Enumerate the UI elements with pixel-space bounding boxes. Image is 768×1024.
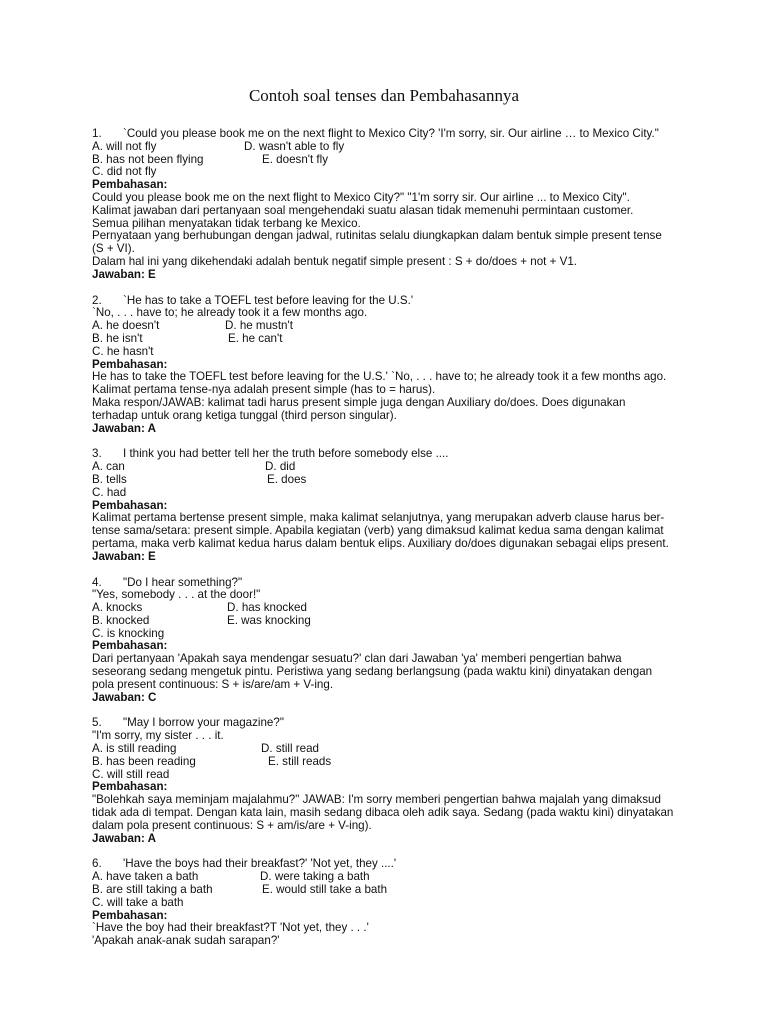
question-prompt: `Could you please book me on the next flight to Mexico City? 'I'm sorry, sir. Our airline … to Mexico City." xyxy=(123,127,659,140)
option-c: C. will still read xyxy=(92,767,170,781)
discussion-line: terhadap untuk orang ketiga tunggal (third person singular). xyxy=(92,408,397,422)
document-title: Contoh soal tenses dan Pembahasannya xyxy=(248,86,520,105)
question-4 xyxy=(92,577,692,705)
option-d: D. were taking a bath xyxy=(260,870,370,884)
discussion-line: Kalimat pertama tense-nya adalah present simple (has to = harus). xyxy=(92,383,436,397)
discussion-line: He has to take the TOEFL test before leaving for the U.S.' `No, . . . have to; he already took it a few months ago. xyxy=(92,370,667,384)
discussion-text xyxy=(92,371,692,422)
option-c: C. had xyxy=(92,485,127,499)
question-number: 1. xyxy=(92,127,102,140)
discussion-line: (S + VI). xyxy=(92,242,135,256)
option-a: A. he doesn't xyxy=(92,319,160,333)
option-d: D. did xyxy=(265,460,296,474)
discussion-line: pertama, maka verb kalimat kedua harus dalam bentuk elips. Auxiliary do/does digunakan sebagai elips present. xyxy=(92,536,669,550)
option-row xyxy=(92,154,692,167)
discussion-line: `Have the boy had their breakfast?T 'Not yet, they . . .' xyxy=(92,921,369,935)
question-6 xyxy=(92,858,692,948)
option-row xyxy=(92,141,692,154)
discussion-text xyxy=(92,192,692,269)
option-row xyxy=(92,333,692,346)
question-prompt: "Do I hear something?" xyxy=(123,575,243,589)
discussion-line: dalam pola present continuous: S + am/is/are + V-ing). xyxy=(92,818,372,832)
option-row xyxy=(92,602,692,615)
discussion-text xyxy=(92,653,692,691)
discussion-line: Dalam hal ini yang dikehendaki adalah bentuk negatif simple present : S + do/does + not + V1. xyxy=(92,254,578,268)
discussion-line: Kalimat jawaban dari pertanyaan soal mengehendaki suatu alasan tidak memenuhi permintaan customer. xyxy=(92,203,634,217)
discussion-text xyxy=(92,512,692,550)
question-number: 3. xyxy=(92,447,102,461)
discussion-label: Pembahasan: xyxy=(92,357,168,371)
option-e: E. was knocking xyxy=(227,613,311,627)
question-prompt: 'Have the boys had their breakfast?' 'Not yet, they ....' xyxy=(123,857,397,871)
discussion-line: Kalimat pertama bertense present simple, maka kalimat selanjutnya, yang merupakan adverb clause harus ber- xyxy=(92,511,665,525)
question-text xyxy=(92,448,692,461)
option-a: A. knocks xyxy=(92,601,143,615)
discussion-line: 'Apakah anak-anak sudah sarapan?' xyxy=(92,934,280,948)
option-c: C. is knocking xyxy=(92,626,165,640)
option-b: B. has been reading xyxy=(92,754,196,768)
question-list xyxy=(92,128,692,961)
option-row xyxy=(92,166,692,179)
answer-key: Jawaban: E xyxy=(92,267,156,281)
discussion-label: Pembahasan: xyxy=(92,639,168,653)
discussion-line: Maka respon/JAWAB: kalimat tadi harus present simple juga dengan Auxiliary do/does. Does digunakan xyxy=(92,395,626,409)
question-number: 4. xyxy=(92,575,102,589)
option-e: E. still reads xyxy=(268,754,332,768)
discussion-line: Pernyataan yang berhubungan dengan jadwal, rutinitas selalu diungkapkan dalam bentuk simple present tense xyxy=(92,229,662,243)
option-d: D. he mustn't xyxy=(225,319,293,333)
discussion-line: Semua pilihan menyatakan tidak terbang ke Mexico. xyxy=(92,216,361,230)
discussion-label: Pembahasan: xyxy=(92,498,168,512)
discussion-line: "Bolehkah saya meminjam majalahmu?" JAWAB: I'm sorry memberi pengertian bahwa majalah yang dimaksud xyxy=(92,793,661,807)
option-d: D. wasn't able to fly xyxy=(244,139,345,153)
question-number: 2. xyxy=(92,293,102,307)
question-number: 5. xyxy=(92,716,102,730)
option-row xyxy=(92,756,692,769)
discussion-label: Pembahasan: xyxy=(92,780,168,794)
discussion-text xyxy=(92,794,692,832)
option-b: B. tells xyxy=(92,472,127,486)
question-5 xyxy=(92,717,692,845)
option-e: E. would still take a bath xyxy=(262,883,388,897)
discussion-line: tidak ada di tempat. Dengan kata lain, masih sedang dibaca oleh adik saya. Sedang (pada waktu kini) dinyatakan xyxy=(92,806,674,820)
question-prompt: "May I borrow your magazine?" xyxy=(123,716,284,730)
option-e: E. does xyxy=(267,472,307,486)
option-row xyxy=(92,346,692,359)
option-c: C. did not fly xyxy=(92,165,157,179)
option-b: B. are still taking a bath xyxy=(92,883,213,897)
discussion-line: Could you please book me on the next flight to Mexico City?" "1'm sorry sir. Our airline ... to Mexico City". xyxy=(92,190,630,204)
option-a: A. will not fly xyxy=(92,139,157,153)
option-d: D. has knocked xyxy=(227,601,307,615)
option-row xyxy=(92,474,692,487)
option-b: B. has not been flying xyxy=(92,152,204,166)
answer-key: Jawaban: A xyxy=(92,831,156,845)
question-1 xyxy=(92,128,692,282)
option-b: B. knocked xyxy=(92,613,150,627)
answer-key: Jawaban: A xyxy=(92,421,156,435)
question-response: "I'm sorry, my sister . . . it. xyxy=(92,729,224,743)
discussion-line: seseorang sedang mengetuk pintu. Peristiwa yang sedang berlangsung (pada waktu kini) dinyatakan dengan xyxy=(92,665,653,679)
discussion-line: Dari pertanyaan 'Apakah saya mendengar sesuatu?' clan dari Jawaban 'ya' memberi pengertian bahwa xyxy=(92,652,622,666)
question-prompt: I think you had better tell her the truth before somebody else .... xyxy=(123,447,449,461)
option-c: C. he hasn't xyxy=(92,344,154,358)
option-d: D. still read xyxy=(261,742,319,756)
option-c: C. will take a bath xyxy=(92,895,184,909)
option-a: A. can xyxy=(92,460,125,474)
option-row xyxy=(92,615,692,628)
discussion-text xyxy=(92,922,692,948)
option-row xyxy=(92,897,692,910)
answer-key: Jawaban: C xyxy=(92,690,157,704)
option-a: A. is still reading xyxy=(92,742,177,756)
option-row xyxy=(92,743,692,756)
discussion-line: pola present continuous: S + is/are/am + V-ing. xyxy=(92,677,334,691)
discussion-label: Pembahasan: xyxy=(92,178,168,192)
question-number: 6. xyxy=(92,857,102,871)
question-2 xyxy=(92,295,692,436)
discussion-label: Pembahasan: xyxy=(92,908,168,922)
question-text xyxy=(92,128,692,141)
question-prompt: `He has to take a TOEFL test before leaving for the U.S.' xyxy=(123,293,414,307)
option-row xyxy=(92,628,692,641)
question-response: "Yes, somebody . . . at the door!" xyxy=(92,588,261,602)
option-b: B. he isn't xyxy=(92,331,143,345)
question-response: `No, . . . have to; he already took it a few months ago. xyxy=(92,306,368,320)
option-e: E. doesn't fly xyxy=(262,152,329,166)
option-row xyxy=(92,461,692,474)
discussion-line: tense sama/setara: present simple. Apabila kegiatan (verb) yang dimaksud kalimat kedua sama dengan kalimat xyxy=(92,524,664,538)
option-row xyxy=(92,487,692,500)
option-row xyxy=(92,320,692,333)
option-row xyxy=(92,884,692,897)
option-a: A. have taken a bath xyxy=(92,870,199,884)
option-e: E. he can't xyxy=(228,331,283,345)
answer-key: Jawaban: E xyxy=(92,549,156,563)
question-3 xyxy=(92,448,692,563)
option-row xyxy=(92,769,692,782)
